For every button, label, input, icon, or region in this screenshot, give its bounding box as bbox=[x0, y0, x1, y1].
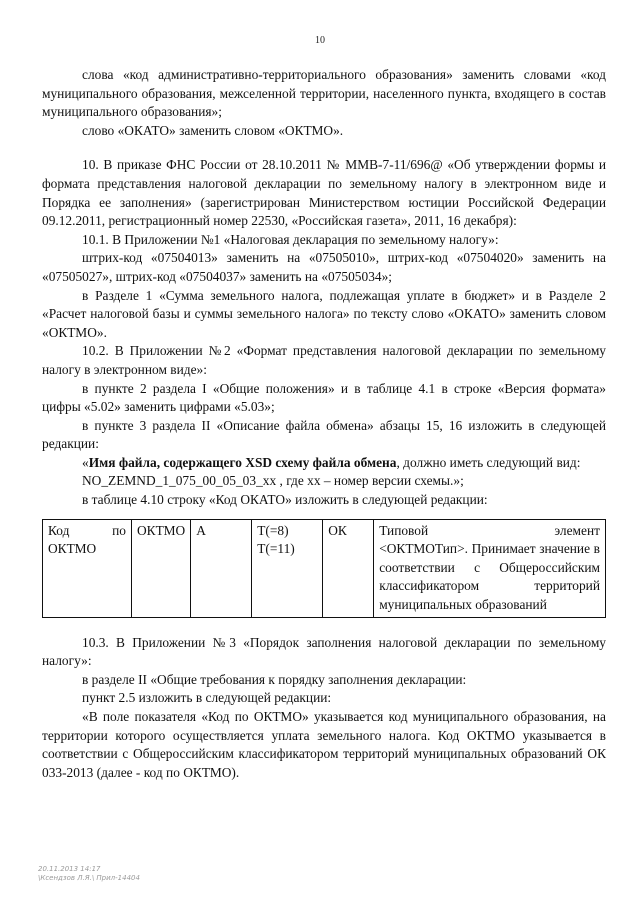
table-cell-tag: ОКТМО bbox=[132, 519, 191, 617]
table-cell-required: ОК bbox=[323, 519, 374, 617]
registration-stamp bbox=[38, 865, 140, 883]
paragraph-item-10: 10. В приказе ФНС России от 28.10.2011 № ММВ-7-11/696@ «Об утверждении формы и формата представления налоговой декларации по земельному налогу в электронном виде и Порядка ее заполнения» (зарегистрирован Министерством юстиции Российской Федерации 09.12.2011, регистрационный номер 22530, «Российская газета», 2011, 16 декабря): bbox=[42, 157, 606, 229]
xsd-filename-paragraph bbox=[42, 454, 606, 473]
paragraph: в пункте 3 раздела II «Описание файла обмена» абзацы 15, 16 изложить в следующей редакции: bbox=[42, 417, 606, 452]
table-cell-attribute-type: А bbox=[191, 519, 252, 617]
description-rest: <ОКТМОТип>. Принимает значение в соответствии с Общероссийским классификатором территорий муниципальных образований bbox=[379, 541, 600, 613]
stamp-line-2: \Ксендзов Л.Я.\ Прил-14404 bbox=[38, 874, 140, 882]
paragraph-item-10-2: 10.2. В Приложении №2 «Формат представления налоговой декларации по земельному налогу в электронном виде»: bbox=[42, 343, 606, 377]
xsd-bold-text: Имя файла, содержащего XSD схему файла обмена bbox=[88, 454, 397, 470]
table-cell-format bbox=[252, 519, 323, 617]
paragraph: пункт 2.5 изложить в следующей редакции: bbox=[82, 690, 332, 706]
paragraph-item-10-3: 10.3. В Приложении №3 «Порядок заполнения налоговой декларации по земельному налогу»: bbox=[42, 634, 606, 669]
format-line-2: T(=11) bbox=[257, 541, 295, 557]
xsd-rest-text: , должно иметь следующий вид: bbox=[396, 454, 581, 470]
description-line-1: Типовой элемент bbox=[379, 522, 600, 538]
oktmo-table bbox=[42, 519, 606, 618]
filename-pattern: NO_ZEMND_1_075_00_05_03_xx , где хх – номер версии схемы.»; bbox=[82, 473, 464, 489]
paragraph: в таблице 4.10 строку «Код ОКАТО» изложить в следующей редакции: bbox=[82, 492, 488, 508]
paragraph-item-10-1: 10.1. В Приложении №1 «Налоговая декларация по земельному налогу»: bbox=[82, 231, 499, 247]
table-row bbox=[43, 519, 606, 617]
table-cell-description bbox=[374, 519, 606, 617]
page-number: 10 bbox=[315, 35, 325, 46]
stamp-line-1: 20.11.2013 14:17 bbox=[38, 865, 101, 873]
paragraph: слова «код административно-территориального образования» заменить словами «код муниципального образования, межселенной территории, населенного пункта, входящего в состав муниципального образования»; bbox=[42, 67, 606, 120]
paragraph: в пункте 2 раздела I «Общие положения» и в таблице 4.1 в строке «Версия формата» цифры «5.02» заменить цифрами «5.03»; bbox=[42, 380, 606, 415]
paragraph: штрих-код «07504013» заменить на «07505010», штрих-код «07504020» заменить на «07505027», штрих-код «07504037» заменить на «07505034»; bbox=[42, 250, 606, 284]
paragraph: в разделе II «Общие требования к порядку заполнения декларации: bbox=[82, 671, 467, 687]
paragraph: в Разделе 1 «Сумма земельного налога, подлежащая уплате в бюджет» и в Разделе 2 «Расчет налоговой базы и суммы земельного налога» по тексту слово «ОКАТО» заменить словом «ОКТМО». bbox=[42, 287, 606, 340]
table-cell-name: Код по ОКТМО bbox=[43, 519, 132, 617]
paragraph: «В поле показателя «Код по ОКТМО» указывается код муниципального образования, на территории которого осуществляется уплата земельного налога. Код ОКТМО указывается в соответствии с Общероссийским классификатором территорий муниципальных образований ОК 033-2013 (далее - код по ОКТМО). bbox=[42, 709, 606, 780]
paragraph: слово «ОКАТО» заменить словом «ОКТМО». bbox=[82, 122, 344, 138]
document-body bbox=[42, 66, 606, 782]
format-line-1: T(=8) bbox=[257, 522, 289, 538]
open-quote: « bbox=[82, 454, 89, 470]
